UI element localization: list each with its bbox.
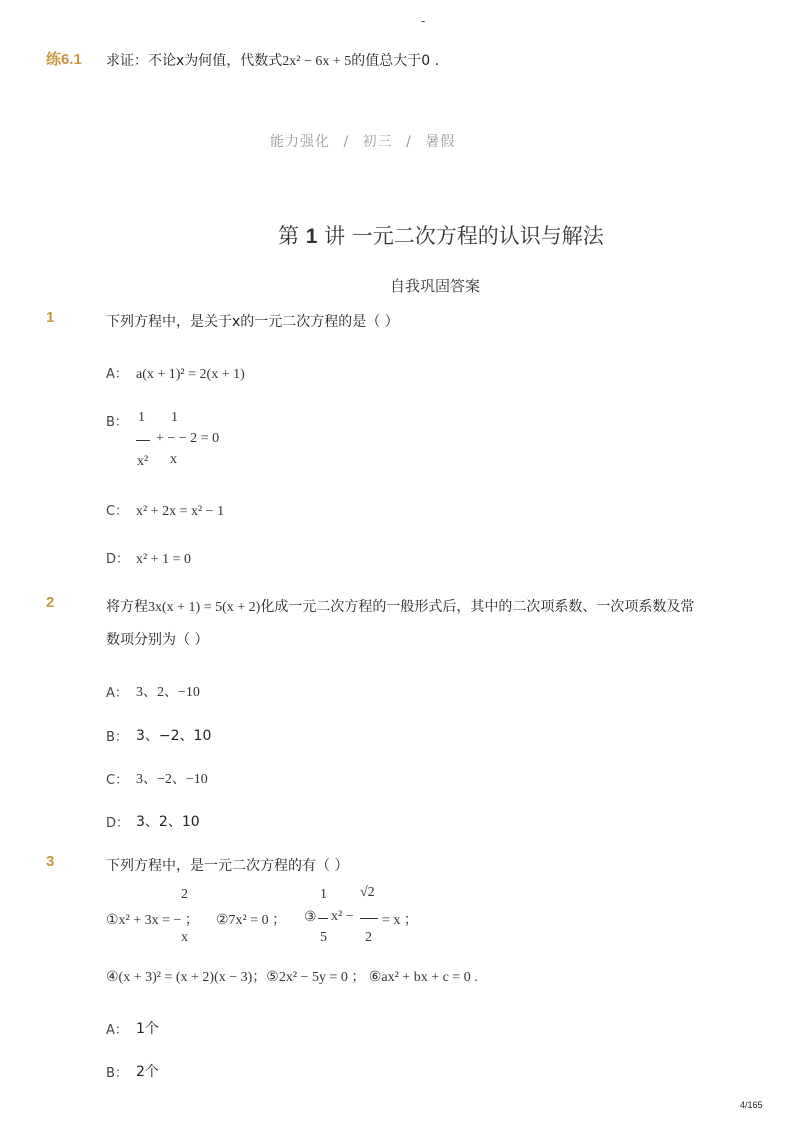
option-label-b: B： — [106, 730, 128, 745]
option-label-c: C： — [106, 773, 129, 788]
page-number: 4/165 — [740, 1100, 763, 1110]
option-label-d: D： — [106, 552, 130, 567]
question-stem — [106, 596, 694, 616]
lesson-title — [278, 220, 604, 250]
question-number: 1 — [46, 309, 55, 326]
lesson-title-rest: 讲 一元二次方程的认识与解法 — [324, 224, 604, 248]
item-3-prefix: ③ — [304, 910, 317, 925]
option-math-a[interactable]: a(x + 1)² = 2(x + 1) — [136, 367, 245, 382]
item-3-mid: x² − — [331, 909, 354, 924]
question-stem-suffix: 化成一元二次方程的一般形式后，其中的二次项系数、一次项系数及常 — [260, 599, 695, 615]
fraction-bar — [136, 440, 150, 441]
option-value-a[interactable]: 3、2、−10 — [136, 685, 200, 700]
exercise-expr: 2x² − 6x + 5 — [282, 54, 352, 69]
item3-sqrt-numerator: √2 — [360, 885, 375, 900]
option-b-num1: 1 — [138, 410, 145, 425]
exercise-statement — [106, 50, 439, 70]
option-b-rest[interactable]: + − − 2 = 0 — [156, 431, 220, 446]
option-b-den1: x² — [137, 454, 149, 469]
fraction-bar — [318, 918, 328, 919]
question-stem-prefix: 将方程 — [106, 599, 148, 615]
item1-numerator: 2 — [181, 887, 188, 902]
item-2: ②7x² = 0 ； — [216, 913, 287, 928]
option-value-b[interactable]: 3、−2、10 — [136, 728, 212, 744]
item3-numerator: 1 — [320, 887, 327, 902]
breadcrumb-part-2: 初三 — [362, 134, 393, 150]
item1-denominator: x — [181, 930, 188, 945]
breadcrumb — [270, 131, 455, 151]
option-value-a[interactable]: 1个 — [136, 1021, 159, 1037]
top-mark: - — [421, 14, 426, 28]
breadcrumb-part-3: 暑假 — [425, 134, 456, 150]
option-math-c[interactable]: x² + 2x = x² − 1 — [136, 504, 225, 519]
question-stem: 下列方程中，是关于x的一元二次方程的是（ ） — [106, 314, 399, 330]
option-label-b: B： — [106, 415, 128, 430]
exercise-suffix: 的值总大于0 . — [351, 53, 440, 69]
lesson-number: 1 — [305, 225, 318, 248]
option-value-b[interactable]: 2个 — [136, 1064, 159, 1080]
breadcrumb-separator: / — [343, 134, 350, 150]
items-4-5-6: ④(x + 3)² = (x + 2)(x − 3)；⑤2x² − 5y = 0 ； ⑥ax² + bx + c = 0 . — [106, 970, 478, 985]
question-number: 2 — [46, 594, 55, 611]
breadcrumb-separator: / — [406, 134, 412, 150]
exercise-tag: 练6.1 — [46, 51, 82, 68]
option-b-num2: 1 — [171, 410, 178, 425]
option-label-b: B： — [106, 1066, 128, 1081]
item-1: ①x² + 3x = − ； — [106, 913, 199, 928]
option-math-d[interactable]: x² + 1 = 0 — [136, 552, 191, 567]
fraction-bar — [360, 918, 378, 919]
option-label-a: A： — [106, 367, 128, 382]
option-label-a: A： — [106, 1023, 128, 1038]
question-stem-math: 3x(x + 1) = 5(x + 2) — [148, 600, 261, 615]
option-b-den2: x — [170, 452, 177, 467]
breadcrumb-part-1: 能力强化 — [270, 134, 330, 150]
lesson-title-prefix: 第 — [278, 224, 299, 248]
option-value-c[interactable]: 3、−2、−10 — [136, 772, 208, 787]
section-title: 自我巩固答案 — [390, 277, 481, 295]
exercise-prefix: 求证：不论x为何值，代数式 — [106, 53, 283, 69]
item3-denominator: 5 — [320, 930, 327, 945]
option-value-d[interactable]: 3、2、10 — [136, 814, 200, 830]
item-3-rest: = x ； — [382, 913, 418, 928]
item3-denominator-2: 2 — [365, 930, 372, 945]
question-number: 3 — [46, 853, 55, 870]
question-stem: 下列方程中，是一元二次方程的有（ ） — [106, 858, 349, 874]
option-label-d: D： — [106, 816, 130, 831]
option-label-c: C： — [106, 504, 129, 519]
question-stem-line-2: 数项分别为（ ） — [106, 632, 209, 648]
option-label-a: A： — [106, 686, 128, 701]
